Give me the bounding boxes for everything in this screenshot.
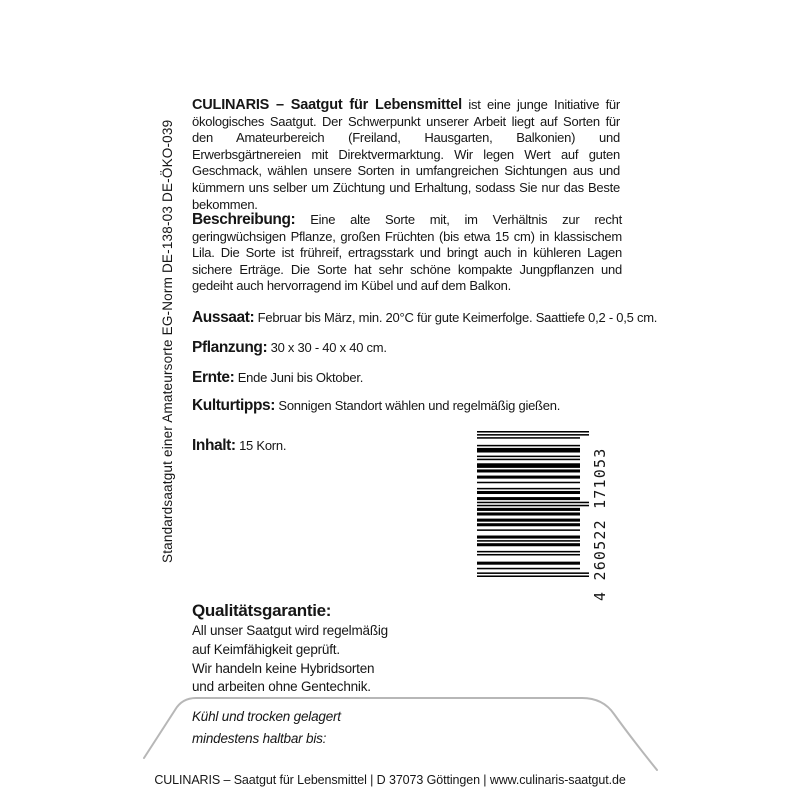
quality-line: Wir handeln keine Hybridsorten bbox=[192, 660, 375, 676]
storage-note bbox=[192, 706, 341, 750]
intro-text: ist eine junge Initiative für ökologisches Saatgut. Der Schwerpunkt unserer Arbeit liegt auf Sorten für den Amateurbereich (Freiland, Hausgarten, Balkonien) und Erwerbsgärtnereien mit Direktvermarktung. Wir legen Wert auf guten Geschmack, wählen unsere Sorten in umfangreichen Sichtungen aus und kümmern uns selber um Züchtung und Erhaltung, sodass Sie nur das Beste bekommen. bbox=[192, 97, 620, 212]
section-aussaat bbox=[192, 309, 657, 327]
quality-line: All unser Saatgut wird regelmäßig bbox=[192, 623, 388, 638]
quality-body bbox=[192, 622, 388, 697]
section-inhalt bbox=[192, 437, 286, 455]
footer-address: CULINARIS – Saatgut für Lebensmittel | D 37073 Göttingen | www.culinaris-saatgut.de bbox=[154, 773, 626, 787]
storage-note-line: mindestens haltbar bis: bbox=[192, 731, 327, 746]
beschreibung-label: Beschreibung: bbox=[192, 211, 296, 228]
quality-line: auf Keimfähigkeit geprüft. bbox=[192, 641, 340, 657]
aussaat-label: Aussaat: bbox=[192, 309, 255, 326]
aussaat-text: Februar bis März, min. 20°C für gute Keimerfolge. Saattiefe 0,2 - 0,5 cm. bbox=[257, 310, 658, 325]
ernte-text: Ende Juni bis Oktober. bbox=[237, 370, 364, 385]
kulturtipps-label: Kulturtipps: bbox=[192, 397, 276, 414]
quality-line: und arbeiten ohne Gentechnik. bbox=[192, 679, 371, 695]
side-certification-text: Standardsaatgut einer Amateursorte EG-Norm DE-138-03 DE-ÖKO-039 bbox=[160, 119, 175, 563]
inhalt-text: 15 Korn. bbox=[239, 438, 287, 453]
quality-heading: Qualitätsgarantie: bbox=[192, 601, 332, 620]
ernte-label: Ernte: bbox=[192, 369, 235, 386]
section-kulturtipps bbox=[192, 397, 560, 415]
kulturtipps-text: Sonnigen Standort wählen und regelmäßig gießen. bbox=[278, 398, 561, 413]
section-beschreibung bbox=[192, 212, 622, 295]
pflanzung-label: Pflanzung: bbox=[192, 339, 268, 356]
section-ernte bbox=[192, 369, 363, 387]
section-pflanzung bbox=[192, 339, 387, 357]
brand-title: CULINARIS – Saatgut für Lebensmittel bbox=[192, 97, 462, 113]
inhalt-label: Inhalt: bbox=[192, 437, 236, 454]
intro-paragraph bbox=[192, 97, 620, 213]
storage-note-line: Kühl und trocken gelagert bbox=[192, 709, 341, 724]
ean-barcode-number: 4 260522 171053 bbox=[591, 447, 609, 601]
ean-barcode bbox=[477, 431, 602, 577]
beschreibung-text: Eine alte Sorte mit, im Verhältnis zur recht geringwüchsigen Pflanze, großen Früchten (bis etwa 15 cm) in klassischem Lila. Die Sorte ist frühreif, ertragsstark und bringt auch in kühleren Lagen sichere Erträge. Die Sorte hat sehr schöne kompakte Jungpflanzen und gedeiht auch hervorragend im Kübel und auf dem Balkon. bbox=[192, 212, 622, 294]
pflanzung-text: 30 x 30 - 40 x 40 cm. bbox=[270, 340, 387, 355]
